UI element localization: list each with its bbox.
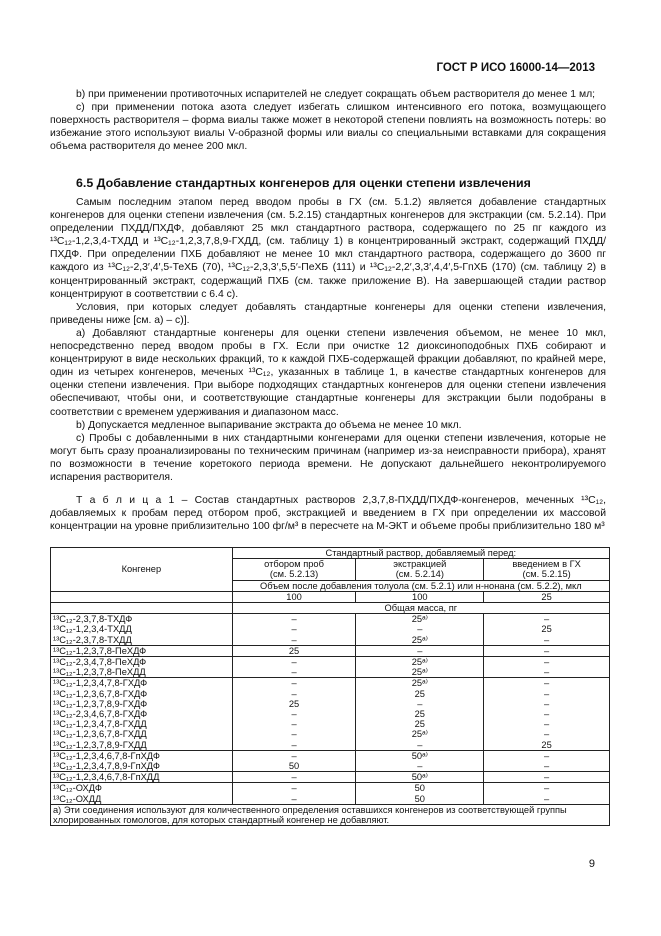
congener-name: ¹³C₁₂-1,2,3,4,7,8,9-ГпХДФ [53, 761, 160, 772]
mass-value: 25 [414, 688, 425, 699]
congener-name: ¹³C₁₂-1,2,3,7,8-ПеХДФ [53, 645, 147, 656]
mass-value-cell [232, 678, 356, 750]
mass-value: – [544, 634, 550, 645]
mass-header: Общая масса, пг [232, 603, 609, 614]
document-header: ГОСТ Р ИСО 16000-14—2013 [436, 62, 595, 74]
congener-group [51, 783, 610, 804]
mass-value: – [291, 657, 297, 668]
mass-value: 25 [414, 709, 425, 720]
mass-value: – [291, 739, 297, 750]
mass-value: – [544, 772, 550, 783]
table-caption-block [50, 494, 606, 533]
mass-value: 50 [288, 761, 300, 772]
congener-group [51, 657, 610, 678]
volume-cell: 100 [356, 591, 484, 602]
mass-value: 50ᵃ⁾ [411, 750, 428, 761]
mass-value: 50ᵃ⁾ [411, 772, 428, 783]
mass-value-cell [356, 750, 484, 771]
mass-value: 25ᵃ⁾ [411, 614, 428, 625]
congener-name-cell [51, 645, 233, 656]
mass-value: 50 [414, 793, 425, 804]
standards-table [50, 547, 610, 826]
volume-cell: 100 [232, 591, 356, 602]
col-group-header: Стандартный раствор, добавляемый перед: [232, 548, 609, 559]
col-header-extraction: экстракцией (см. 5.2.14) [356, 559, 484, 580]
mass-value: – [544, 678, 550, 689]
mass-value: – [291, 793, 297, 804]
congener-name-cell [51, 657, 233, 678]
congener-name: ¹³C₁₂-1,2,3,4,6,7,8-ГпХДД [53, 772, 160, 783]
congener-name: ¹³C₁₂-ОХДД [53, 793, 102, 804]
col-header-sampling: отбором проб (см. 5.2.13) [232, 559, 356, 580]
table-caption: Т а б л и ц а 1 – Состав стандартных растворов 2,3,7,8-ПХДД/ПХДФ-конгенеров, меченных ¹³C₁₂, добавляемых к пробам перед отбором проб, экстракцией и введением в ГХ при определении их массовой концентрации на уровне приблизительно 100 фг/м³ в пересчете на М-ЭКТ и объеме пробы приблизительно 180 м³ [50, 495, 606, 533]
mass-value: – [291, 624, 297, 635]
mass-value: 25ᵃ⁾ [411, 634, 428, 645]
paragraph: c) Пробы с добавленными в них стандартными конгенерами для оценки степени извлечения, которые не могут быть сразу проанализированы по техническим причинам (например из-за неисправности прибора), хранят по возможности в течение коретокого периода времени. Не допускают дальнейшего неконтролируемого испарения растворителя. [50, 432, 606, 483]
mass-value-cell [232, 783, 356, 804]
mass-value-cell [484, 772, 610, 783]
mass-value-cell [484, 750, 610, 771]
mass-value: – [291, 667, 297, 678]
mass-value: 25ᵃ⁾ [411, 729, 428, 740]
mass-value: 25 [414, 719, 425, 730]
congener-name: ¹³C₁₂-1,2,3,4-ТХДД [53, 624, 132, 635]
paragraph: Самым последним этапом перед вводом пробы в ГХ (см. 5.1.2) является добавление стандартных конгенеров для оценки степени извлечения (см. 5.2.15) стандартных конгенеров для экстракции (см. 5.2.14). При определении ПХДД/ПХДФ, добавляют 25 мкл стандартного раствора, содержащего по 25 пг каждого из ¹³C₁₂-1,2,3,4-ТХДД и ¹³C₁₂-1,2,3,7,8,9-ГХДД, (см. таблицу 1) в концентрированный экстракт, содержащий ПХДД/ПХДФ. При определении ПХБ добавляют не менее 10 мкл стандартного раствора, содержащего до 3600 пг каждого из ¹³C₁₂-2,3′,4′,5-ТеХБ (70), ¹³C₁₂-2,3,3′,5,5′-ПеХБ (111) и ¹³C₁₂-2,2′,3,3′,4,4′,5-ГпХБ (170) (см. таблицу 2) в концентрированный экстракт, содержащий ПХБ (см. также приложение В). На завершающей стадии раствор концентрируют в соответствии с 6.4 c). [50, 197, 606, 300]
mass-value: – [544, 750, 550, 761]
page-number: 9 [588, 858, 595, 870]
col-header-congener: Конгенер [51, 548, 233, 592]
mass-value: – [417, 624, 423, 635]
mass-value-cell [484, 657, 610, 678]
mass-value-cell [356, 645, 484, 656]
mass-value: – [544, 657, 550, 668]
mass-value-cell [356, 657, 484, 678]
mass-value: – [544, 729, 550, 740]
paragraph: b) Допускается медленное выпаривание экстракта до объема не менее 10 мкл. [76, 419, 462, 431]
mass-value: – [544, 645, 550, 656]
mass-value: – [544, 667, 550, 678]
col-header-gc: введением в ГХ (см. 5.2.15) [484, 559, 610, 580]
mass-value: – [291, 614, 297, 625]
congener-group [51, 772, 610, 783]
mass-value-cell [232, 750, 356, 771]
congener-name: ¹³C₁₂-2,3,7,8-ТХДФ [53, 614, 133, 625]
mass-value: – [291, 719, 297, 730]
mass-value-cell [356, 772, 484, 783]
mass-value-cell [232, 657, 356, 678]
mass-value-cell [484, 614, 610, 646]
empty-cell [51, 603, 233, 614]
table-footnote: a) Эти соединения используют для количественного определения оставшихся конгенеров из соответствующей группы хлорированных гомологов, для которых стандартный конгенер не добавляют. [51, 804, 610, 825]
mass-value: – [291, 729, 297, 740]
mass-value: 25 [541, 739, 552, 750]
mass-value: – [544, 761, 550, 772]
mass-value: – [291, 634, 297, 645]
mass-value-cell [356, 678, 484, 750]
mass-value: 25ᵃ⁾ [411, 657, 428, 668]
congener-name: ¹³C₁₂-1,2,3,7,8,9-ГХДФ [53, 698, 148, 709]
mass-value: – [291, 750, 297, 761]
congener-name-cell [51, 783, 233, 804]
mass-value: – [544, 698, 550, 709]
mass-value: – [291, 783, 297, 794]
mass-value: – [291, 678, 297, 689]
mass-value: – [544, 688, 550, 699]
mass-value-cell [484, 645, 610, 656]
mass-value: 25ᵃ⁾ [411, 678, 428, 689]
mass-value: – [544, 719, 550, 730]
congener-name-cell [51, 750, 233, 771]
paragraph: c) при применении потока азота следует избегать слишком интенсивного его потока, возмущающего поверхность растворителя – форма виалы также может в некоторой степени повлиять на возможность потерь: во избежание этого используют виалы V-образной формы или виалы со специальными вставками для сокращения объема растворителя до менее 200 мкл. [50, 102, 606, 153]
mass-value: – [291, 772, 297, 783]
top-paragraphs [50, 88, 606, 153]
congener-name: ¹³C₁₂-1,2,3,6,7,8-ГХДФ [53, 688, 148, 699]
congener-group [51, 678, 610, 750]
mass-value: – [544, 783, 550, 794]
mass-value: 25 [288, 698, 300, 709]
congener-name: ¹³C₁₂-1,2,3,4,6,7,8-ГпХДФ [53, 750, 160, 761]
mass-value: 50 [414, 783, 425, 794]
mass-value: – [544, 614, 550, 625]
empty-cell [51, 591, 233, 602]
congener-name: ¹³C₁₂-2,3,4,6,7,8-ГХДФ [53, 709, 148, 720]
mass-value-cell [484, 678, 610, 750]
mass-value: – [291, 688, 297, 699]
section-title: 6.5 Добавление стандартных конгенеров для оценки степени извлечения [76, 176, 531, 190]
congener-name-cell [51, 772, 233, 783]
mass-value-cell [232, 772, 356, 783]
congener-group [51, 645, 610, 656]
main-paragraphs [50, 196, 606, 484]
paragraph: b) при применении противоточных испарителей не следует сокращать объем растворителя до менее 1 мл; [76, 89, 596, 100]
mass-value: 25 [288, 645, 300, 656]
mass-value: – [417, 645, 423, 656]
mass-value: – [417, 761, 423, 772]
congener-name: ¹³C₁₂-2,3,4,7,8-ПеХДФ [53, 657, 147, 668]
mass-value-cell [232, 645, 356, 656]
mass-value: 25ᵃ⁾ [411, 667, 428, 678]
congener-name-cell [51, 678, 233, 750]
congener-name-cell [51, 614, 233, 646]
congener-name: ¹³C₁₂-ОХДФ [53, 783, 102, 794]
congener-group [51, 614, 610, 646]
mass-value: 25 [541, 624, 552, 635]
congener-name: ¹³C₁₂-2,3,7,8-ТХДД [53, 634, 132, 645]
congener-group [51, 750, 610, 771]
mass-value-cell [232, 614, 356, 646]
congener-name: ¹³C₁₂-1,2,3,6,7,8-ГХДД [53, 729, 147, 740]
mass-value: – [291, 709, 297, 720]
mass-value: – [544, 793, 550, 804]
volume-header: Объем после добавления толуола (см. 5.2.1) или н-нонана (см. 5.2.2), мкл [232, 580, 609, 591]
congener-name: ¹³C₁₂-1,2,3,7,8,9-ГХДД [53, 739, 147, 750]
mass-value-cell [356, 783, 484, 804]
paragraph: Условия, при которых следует добавлять стандартные конгенеры для оценки степени извлечения, приведены ниже [см. a) – c)]. [50, 301, 606, 326]
volume-cell: 25 [484, 591, 610, 602]
mass-value: – [417, 698, 423, 709]
mass-value-cell [484, 783, 610, 804]
congener-name: ¹³C₁₂-1,2,3,4,7,8-ГХДФ [53, 678, 148, 689]
mass-value: – [417, 739, 423, 750]
congener-name: ¹³C₁₂-1,2,3,7,8-ПеХДД [53, 667, 146, 678]
paragraph: a) Добавляют стандартные конгенеры для оценки степени извлечения объемом, не менее 10 мкл, непосредственно перед вводом пробы в ГХ. Если при очистке 12 диоксиноподобных ПХБ собирают и концентрируют в виде нескольких фракций, то к каждой ПХБ-содержащей фракции добавляют, по крайней мере, один из четырех конгенеров, меченых ¹³C₁₂, указанных в таблице 1, в качестве стандартных конгенеров для оценки степени извлечения. При выборе подходящих стандартных конгенеров для оценки степени извлечения обеспечивают, чтобы они, и соответствующие стандартные конгенеры для экстракции были подобраны в соответствии с временем удерживания и диапазоном масс. [50, 327, 606, 418]
congener-name: ¹³C₁₂-1,2,3,4,7,8-ГХДД [53, 719, 147, 730]
mass-value-cell [356, 614, 484, 646]
mass-value: – [544, 709, 550, 720]
